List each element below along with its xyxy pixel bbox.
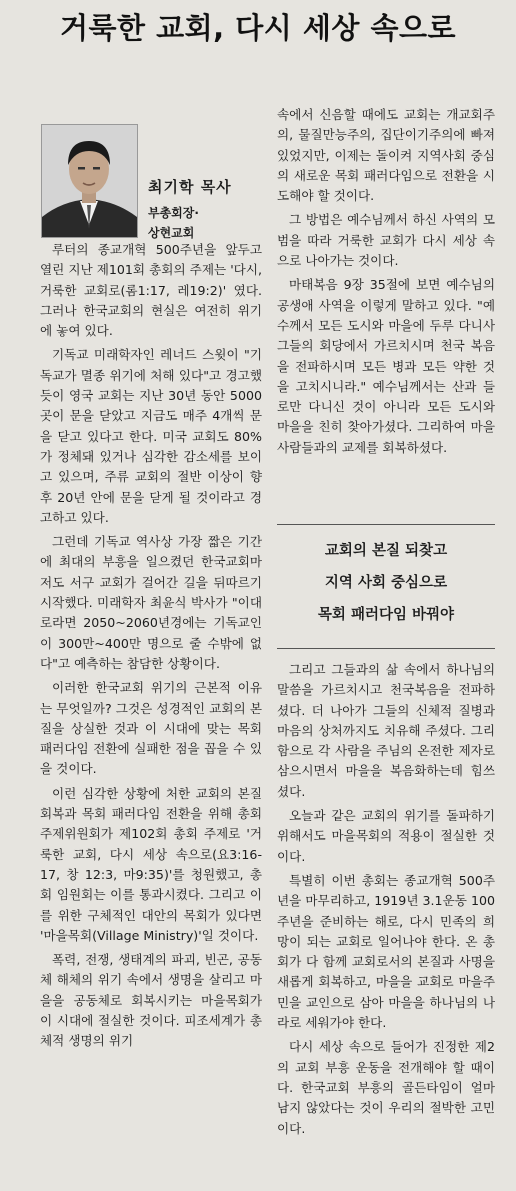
subhead-line: 목회 패러다임 바꿔야 bbox=[317, 607, 455, 623]
paragraph: 마태복음 9장 35절에 보면 예수님의 공생애 사역을 이렇게 말하고 있다. "예수께서 모든 도시와 마을에 두루 다니사 그들의 회당에서 가르치시며 천국 복음을 전파하시며 모든 병과 모든 약한 것을 고치시니라." 예수님께서는 산과 들로만 다니신 것이 아니라 모든 도시와 마을을 친히 찾아가셨다. 그리하여 마을 사람들과의 교제를 회복하셨다. bbox=[277, 277, 495, 455]
left-column bbox=[40, 240, 262, 1056]
right-column-bottom bbox=[277, 660, 495, 1143]
author-church: 상현교회 bbox=[148, 226, 195, 240]
right-column-top bbox=[277, 105, 495, 462]
author-photo bbox=[41, 124, 138, 238]
paragraph: 이런 심각한 상황에 처한 교회의 본질 회복과 목회 패러다임 전환을 위해 총회주제위원회가 제102회 총회 주제로 '거룩한 교회, 다시 세상 속으로(요3:16-17, 창 12:3, 마9:35)'를 청원했고, 총회 임원회는 이를 통과시켰다. 그리고 이를 위한 구체적인 대안의 목회가 있다면 '마을목회(Village Ministry)'일 것이다. bbox=[40, 785, 262, 943]
subhead-line: 교회의 본질 되찾고 bbox=[324, 543, 448, 559]
author-role: 부총회장· bbox=[148, 206, 199, 220]
paragraph: 특별히 이번 총회는 종교개혁 500주년을 마무리하고, 1919년 3.1운동 100주년을 준비하는 해로, 다시 민족의 희망이 되는 교회로 일어나야 한다. 온 총회가 다 함께 교회로서의 본질과 사명을 새롭게 회복하고, 마을을 교회로 마을주민을 교인으로 삼아 마을을 하나님의 나라로 세워가야 한다. bbox=[277, 872, 495, 1031]
headline: 거룩한 교회, 다시 세상 속으로 bbox=[59, 11, 457, 45]
subhead-bottom-rule bbox=[277, 648, 495, 649]
paragraph: 오늘과 같은 교회의 위기를 돌파하기 위해서도 마을목회의 적용이 절실한 것이다. bbox=[277, 808, 495, 864]
paragraph: 이러한 한국교회 위기의 근본적 이유는 무엇일까? 그것은 성경적인 교회의 본질을 상실한 것과 이 시대에 맞는 목회 패러다임 전환에 실패한 점을 꼽을 수 있을 것이다. bbox=[40, 680, 262, 777]
paragraph: 그 방법은 예수님께서 하신 사역의 모범을 따라 거룩한 교회가 다시 세상 속으로 나아가는 것이다. bbox=[277, 212, 495, 269]
paragraph: 다시 세상 속으로 들어가 진정한 제2의 교회 부흥 운동을 전개해야 할 때이다. 한국교회 부흥의 골든타임이 얼마 남지 않았다는 것이 우리의 절박한 고민이다. bbox=[277, 1039, 495, 1136]
author-name: 최기학 목사 bbox=[148, 178, 232, 196]
paragraph: 기독교 미래학자인 레너드 스윗이 "기독교가 멸종 위기에 처해 있다"고 경고했듯이 영국 교회는 지난 30년 동안 5000곳이 문을 닫았고 지금도 매주 4개씩 문을 닫고 있다고 한다. 미국 교회도 80%가 정체돼 있거나 심각한 감소세를 보이고 있으며, 주류 교회의 절반 이상이 향후 20년 안에 문을 닫게 될 것이라고 경고하고 있다. bbox=[40, 347, 262, 525]
author-byline bbox=[148, 176, 258, 243]
subhead-line: 지역 사회 중심으로 bbox=[324, 575, 448, 591]
paragraph: 그런데 기독교 역사상 가장 짧은 기간에 최대의 부흥을 일으켰던 한국교회마저도 서구 교회가 걸어간 길을 뒤따르기 시작했다. 미래학자 최윤식 박사가 "이대로라면 2050~2060년경에는 기독교인이 300만~400만 명으로 줄 수밖에 없다"고 예측하는 참담한 상황이다. bbox=[40, 534, 262, 671]
subhead-top-rule bbox=[277, 524, 495, 525]
paragraph: 루터의 종교개혁 500주년을 앞두고 열린 지난 제101회 총회의 주제는 '다시, 거룩한 교회로(롬1:17, 레19:2)' 였다. 그러나 한국교회의 현실은 여전히 위기에 놓여 있다. bbox=[40, 242, 262, 339]
paragraph: 그리고 그들과의 삶 속에서 하나님의 말씀을 가르치시고 천국복음을 전파하셨다. 더 나아가 그들의 신체적 질병과 마음의 상처까지도 치유해 주셨다. 그리함으로 각 사람을 주님의 온전한 제자로 삼으시면서 마을을 복음화하는데 힘쓰셨다. bbox=[277, 662, 495, 799]
paragraph: 폭력, 전쟁, 생태계의 파괴, 빈곤, 공동체 해체의 위기 속에서 생명을 살리고 마을을 공동체로 회복시키는 마을목회가 이 시대에 절실한 것이다. 피조세계가 총체적 생명의 위기 bbox=[40, 952, 262, 1049]
paragraph: 속에서 신음할 때에도 교회는 개교회주의, 물질만능주의, 집단이기주의에 빠져 있었지만, 이제는 돌이켜 지역사회 중심의 새로운 목회 패러다임으로 전환을 시도해야 할 것이다. bbox=[277, 107, 495, 204]
subheads bbox=[277, 535, 495, 631]
